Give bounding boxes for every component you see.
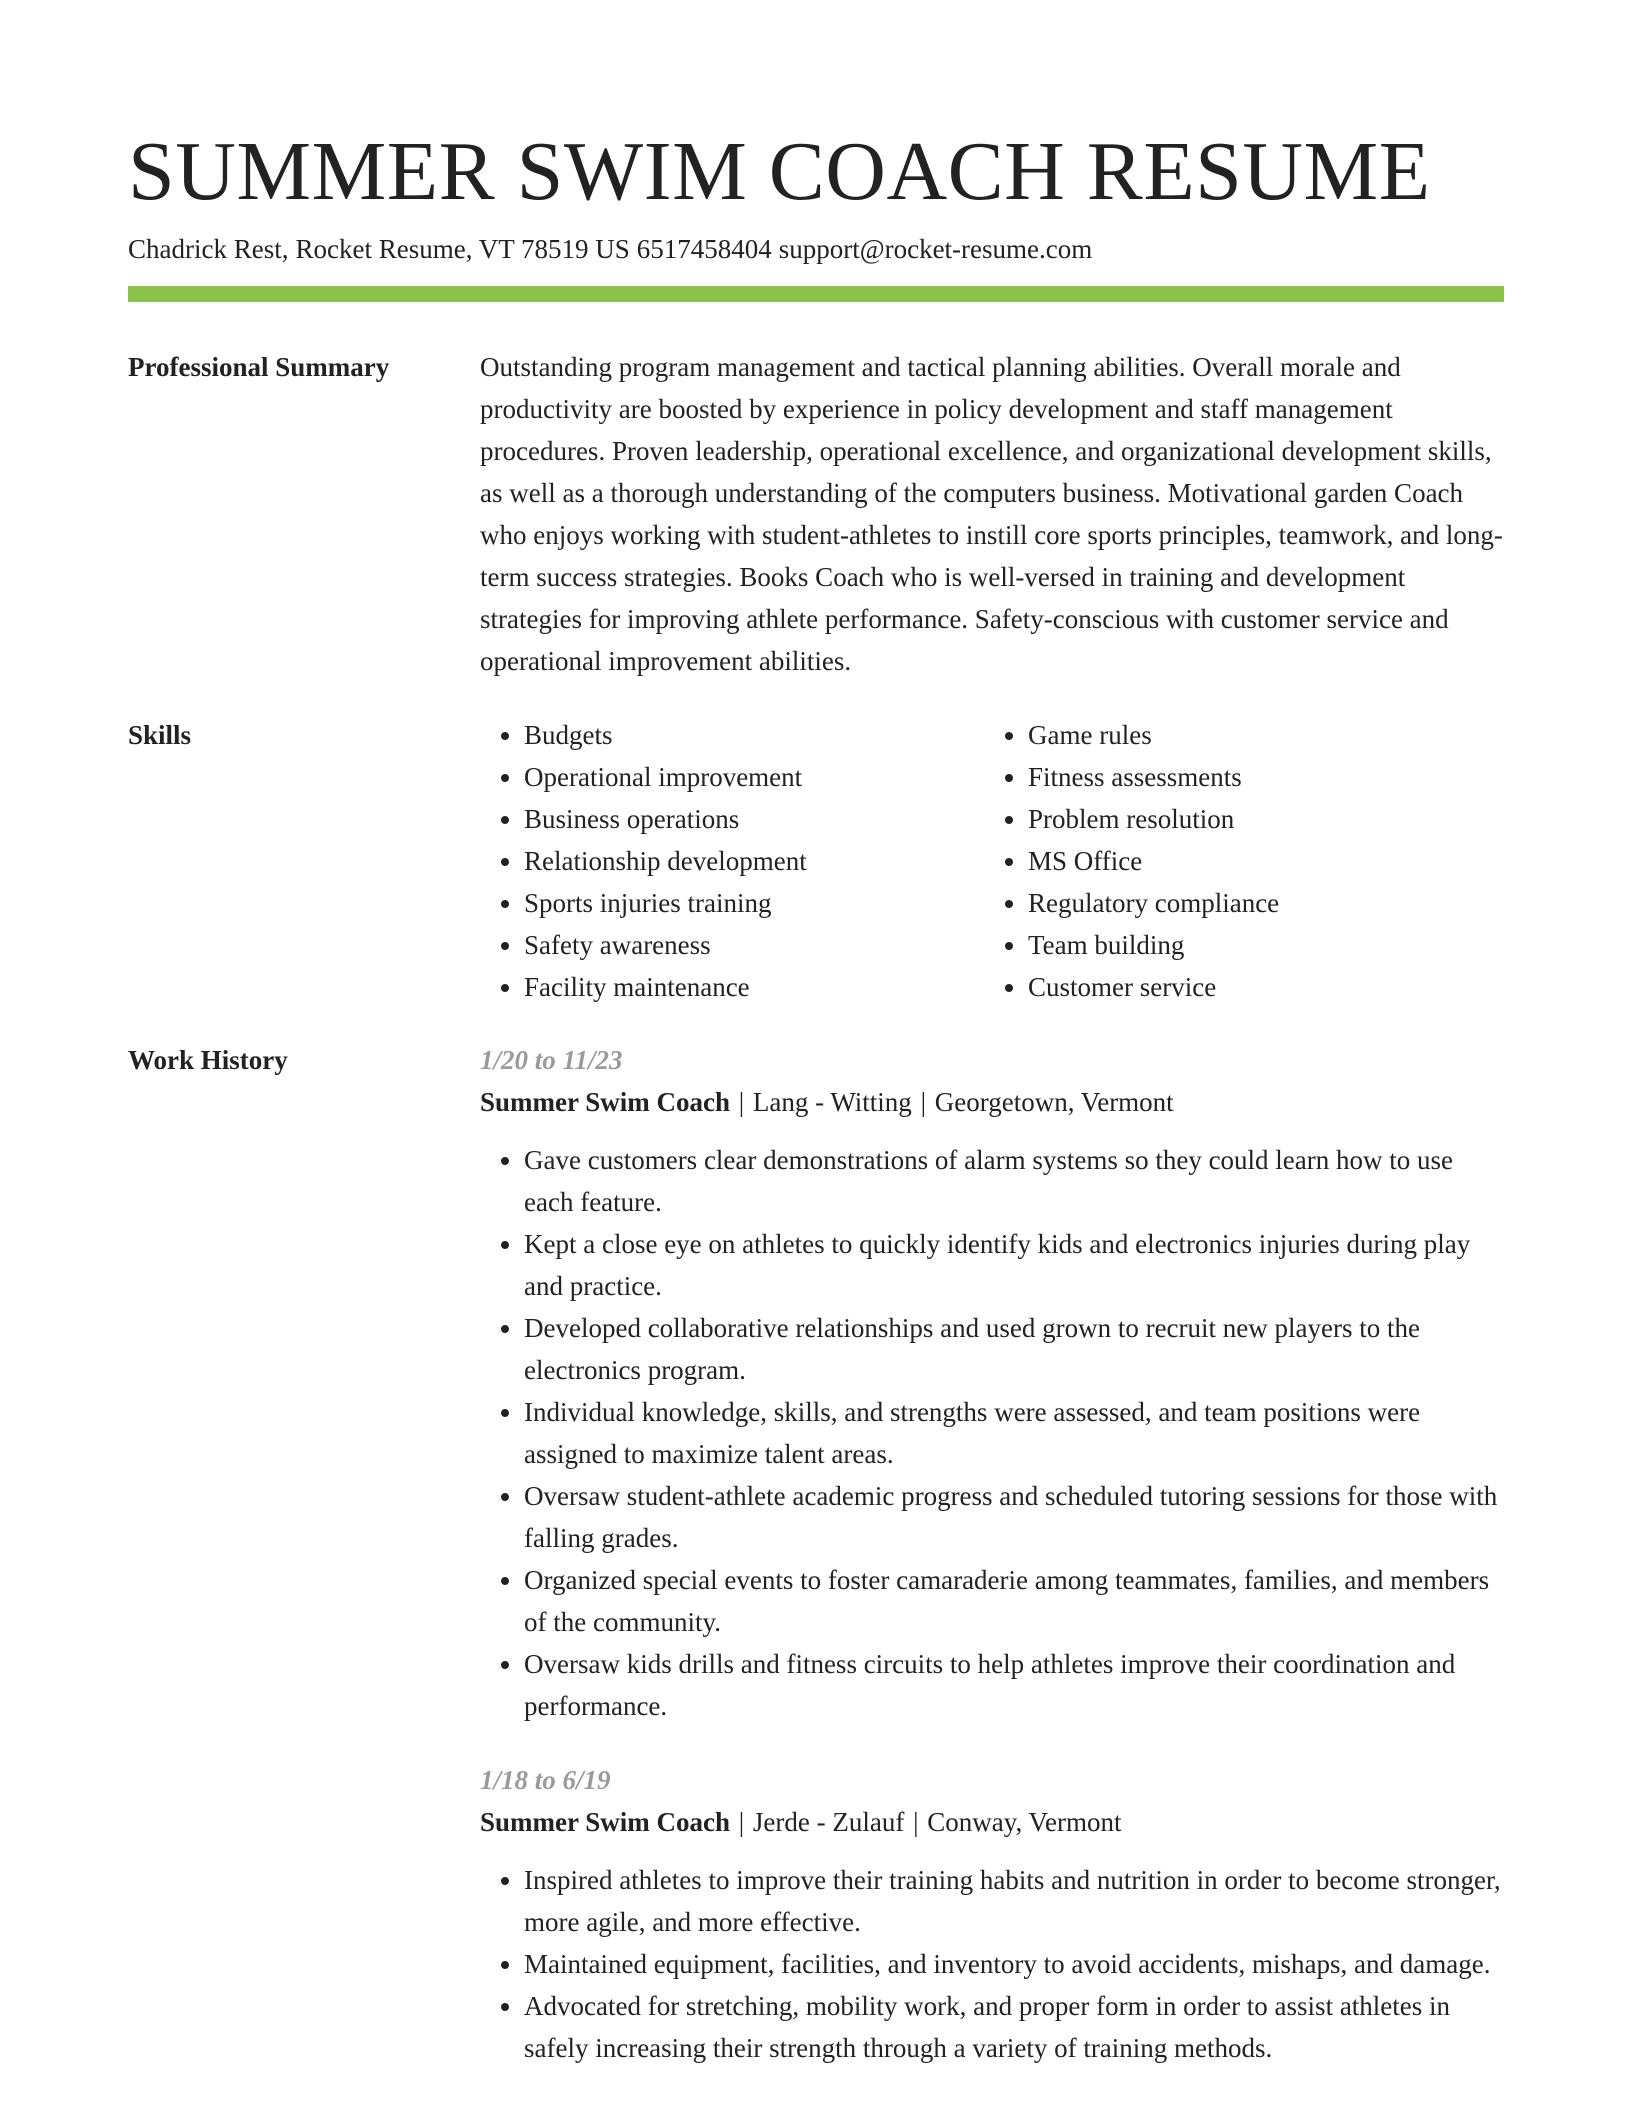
job-bullet: • Individual knowledge, skills, and strengths were assessed, and team positions were assigned to maximize talent areas. xyxy=(524,1391,1504,1475)
skill-item: • Game rules xyxy=(1028,714,1488,756)
skill-item: • Facility maintenance xyxy=(524,966,984,1008)
job-bullet: • Gave customers clear demonstrations of alarm systems so they could learn how to use each feature. xyxy=(524,1139,1504,1223)
work-history-heading: Work History xyxy=(128,1045,288,1075)
job-bullets xyxy=(480,1139,1504,1727)
resume-title: SUMMER SWIM COACH RESUME xyxy=(128,125,1431,218)
job-entry xyxy=(480,1039,1504,1727)
skill-item: • Relationship development xyxy=(524,840,984,882)
skill-item: • Fitness assessments xyxy=(1028,756,1488,798)
job-dates: 1/20 to 11/23 xyxy=(480,1045,623,1075)
skill-item: • Business operations xyxy=(524,798,984,840)
contact-line xyxy=(128,232,1092,266)
job-bullet: • Organized special events to foster camaraderie among teammates, families, and members of the community. xyxy=(524,1559,1504,1643)
job-bullet: • Developed collaborative relationships and used grown to recruit new players to the electronics program. xyxy=(524,1307,1504,1391)
skill-item: • Operational improvement xyxy=(524,756,984,798)
skills-list-right xyxy=(984,714,1488,1008)
skills-body xyxy=(480,714,1504,1008)
summary-heading: Professional Summary xyxy=(128,352,390,382)
skills-heading: Skills xyxy=(128,720,192,750)
job-location: Conway, Vermont xyxy=(927,1807,1122,1837)
skill-item: • Regulatory compliance xyxy=(1028,882,1488,924)
accent-divider xyxy=(128,286,1504,302)
job-heading xyxy=(480,1081,1504,1123)
job-title: Summer Swim Coach xyxy=(480,1087,731,1117)
skill-item: • Problem resolution xyxy=(1028,798,1488,840)
job-bullet: • Kept a close eye on athletes to quickly identify kids and electronics injuries during play and practice. xyxy=(524,1223,1504,1307)
skill-item: • Sports injuries training xyxy=(524,882,984,924)
job-separator: | xyxy=(738,1087,745,1117)
summary-body xyxy=(480,346,1504,682)
skill-item: • Safety awareness xyxy=(524,924,984,966)
skill-item: • MS Office xyxy=(1028,840,1488,882)
contact-email[interactable]: support@rocket-resume.com xyxy=(778,234,1093,264)
job-separator: | xyxy=(913,1807,919,1837)
job-bullets xyxy=(480,1859,1504,2069)
job-company: Jerde - Zulauf xyxy=(752,1807,905,1837)
skill-item: • Budgets xyxy=(524,714,984,756)
job-bullet: • Oversaw student-athlete academic progress and scheduled tutoring sessions for those with falling grades. xyxy=(524,1475,1504,1559)
job-bullet: • Maintained equipment, facilities, and inventory to avoid accidents, mishaps, and damage. xyxy=(524,1943,1504,1985)
job-heading xyxy=(480,1801,1504,1843)
skills-list-left xyxy=(480,714,984,1008)
skill-item: • Team building xyxy=(1028,924,1488,966)
contact-phone: 6517458404 xyxy=(636,234,772,264)
job-dates: 1/18 to 6/19 xyxy=(480,1765,611,1795)
job-entry xyxy=(480,1759,1504,2069)
skill-item: • Customer service xyxy=(1028,966,1488,1008)
job-separator: | xyxy=(738,1807,745,1837)
summary-text: Outstanding program management and tactical planning abilities. Overall morale and productivity are boosted by experience in policy development and staff management procedures. Proven leadership, operational excellence, and organizational development skills, as well as a thorough understanding of the computers business. Motivational garden Coach who enjoys working with student-athletes to instill core sports principles, teamwork, and long-term success strategies. Books Coach who is well-versed in training and development strategies for improving athlete performance. Safety-conscious with customer service and operational improvement abilities. xyxy=(480,352,1503,676)
job-title: Summer Swim Coach xyxy=(480,1807,731,1837)
job-bullet: • Oversaw kids drills and fitness circuits to help athletes improve their coordination and performance. xyxy=(524,1643,1504,1727)
contact-name: Chadrick Rest, xyxy=(128,234,289,264)
job-company: Lang - Witting xyxy=(752,1087,912,1117)
job-bullet: • Inspired athletes to improve their training habits and nutrition in order to become stronger, more agile, and more effective. xyxy=(524,1859,1504,1943)
job-location: Georgetown, Vermont xyxy=(934,1087,1174,1117)
work-history-body xyxy=(480,1039,1504,2069)
job-separator: | xyxy=(920,1087,926,1117)
contact-address: Rocket Resume, VT 78519 US xyxy=(295,234,630,264)
job-bullet: • Advocated for stretching, mobility work, and proper form in order to assist athletes in safely increasing their strength through a variety of training methods. xyxy=(524,1985,1504,2069)
